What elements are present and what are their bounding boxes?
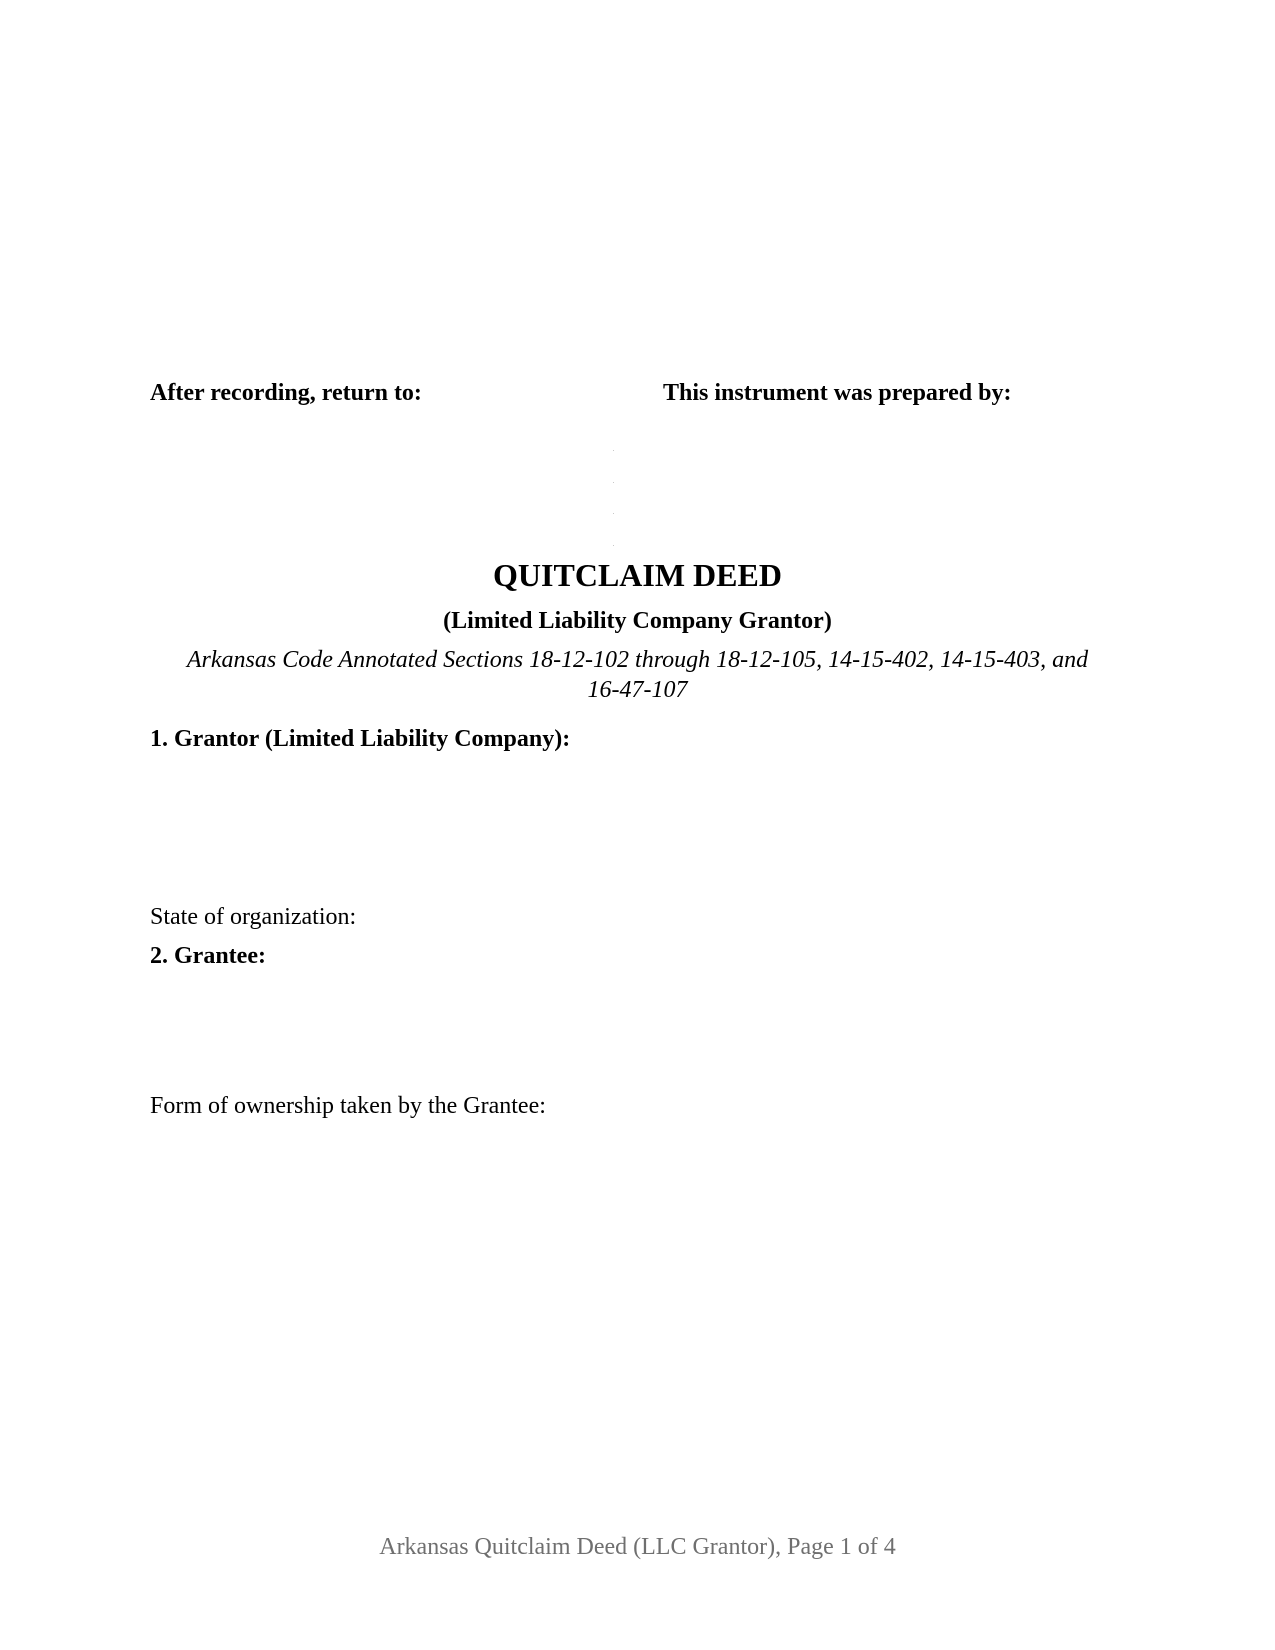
prepared-by-label: This instrument was prepared by: <box>663 380 1012 406</box>
statute-line-2: 16-47-107 <box>587 677 688 703</box>
faint-dot-mark <box>613 482 614 483</box>
grantee-heading: 2. Grantee: <box>150 943 266 969</box>
faint-dot-mark <box>613 450 614 451</box>
state-of-organization-label: State of organization: <box>150 904 357 930</box>
document-title: QUITCLAIM DEED <box>493 557 782 593</box>
page-footer: Arkansas Quitclaim Deed (LLC Grantor), Page 1 of 4 <box>379 1534 896 1560</box>
statute-line-1: Arkansas Code Annotated Sections 18-12-102 through 18-12-105, 14-15-402, 14-15-403, and <box>186 647 1089 673</box>
document-subtitle: (Limited Liability Company Grantor) <box>443 608 832 634</box>
form-of-ownership-label: Form of ownership taken by the Grantee: <box>150 1093 546 1119</box>
return-to-label: After recording, return to: <box>150 380 422 406</box>
faint-dot-mark <box>613 545 614 546</box>
grantor-heading: 1. Grantor (Limited Liability Company): <box>150 726 571 752</box>
statute-reference <box>150 645 1125 705</box>
faint-dot-mark <box>613 513 614 514</box>
